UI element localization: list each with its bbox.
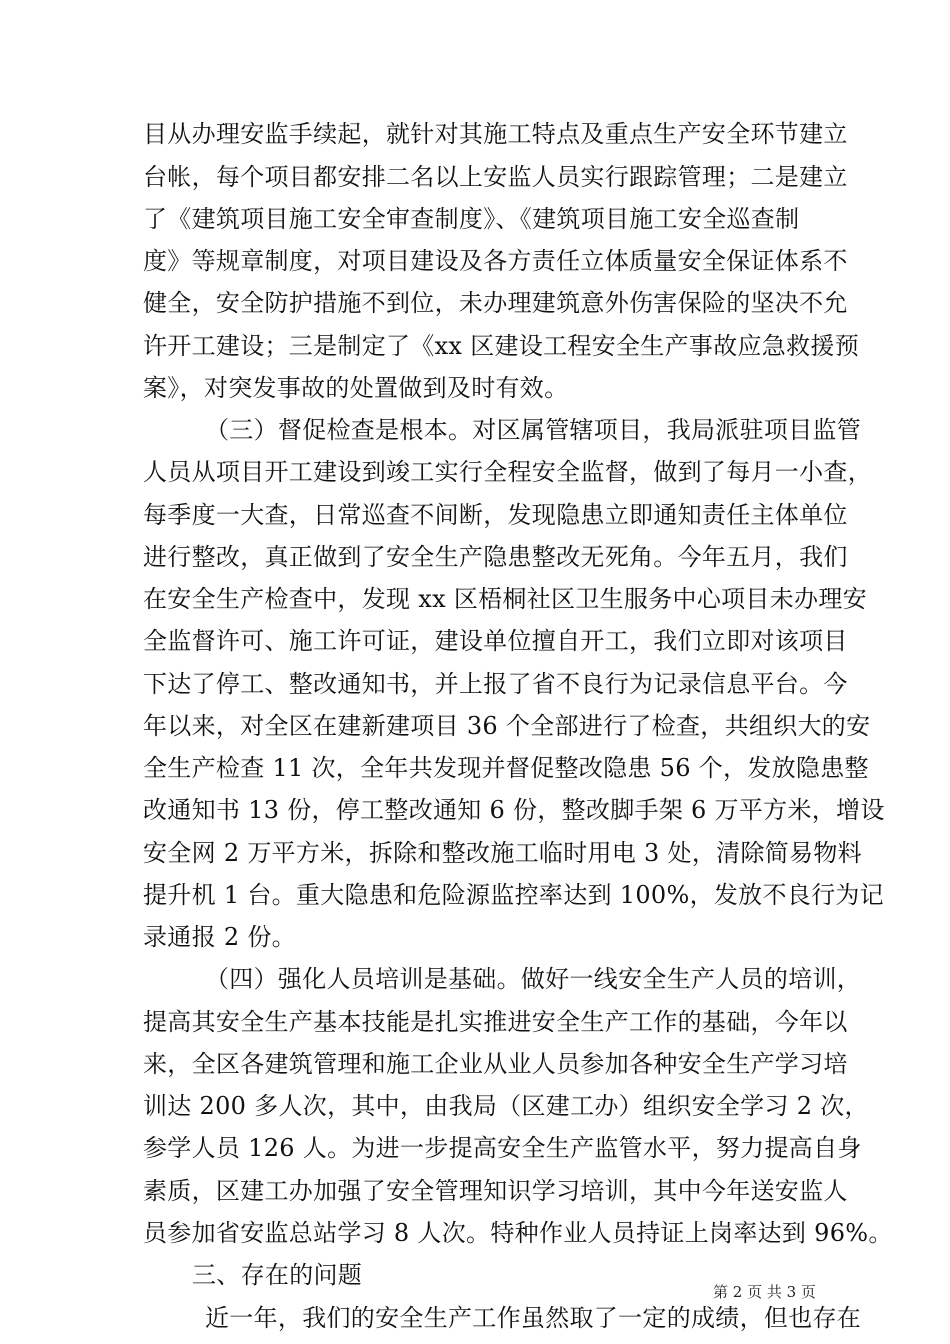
text-line: 案》，对突发事故的处置做到及时有效。: [143, 374, 569, 402]
paragraph-start-line: （四）强化人员培训是基础。做好一线安全生产人员的培训，: [205, 965, 862, 993]
text-line: 健全，安全防护措施不到位，未办理建筑意外伤害保险的坚决不允: [143, 289, 848, 317]
section-heading: 三、存在的问题: [192, 1261, 363, 1289]
text-line: 年以来，对全区在建新建项目 36 个全部进行了检查，共组织大的安: [143, 712, 871, 740]
text-line: 来，全区各建筑管理和施工企业从业人员参加各种安全生产学习培: [143, 1050, 848, 1078]
text-line: 目从办理安监手续起，就针对其施工特点及重点生产安全环节建立: [143, 120, 848, 148]
text-line: 训达 200 多人次，其中，由我局（区建工办）组织安全学习 2 次，: [143, 1092, 869, 1120]
text-line: 进行整改，真正做到了安全生产隐患整改无死角。今年五月，我们: [143, 543, 848, 571]
text-line: 台帐，每个项目都安排二名以上安监人员实行跟踪管理；二是建立: [143, 163, 848, 191]
text-line: 全监督许可、施工许可证，建设单位擅自开工，我们立即对该项目: [143, 627, 848, 655]
text-line: 员参加省安监总站学习 8 人次。特种作业人员持证上岗率达到 96%。: [143, 1219, 893, 1247]
text-line: 在安全生产检查中，发现 xx 区梧桐社区卫生服务中心项目未办理安: [143, 585, 867, 613]
text-line: 参学人员 126 人。为进一步提高安全生产监管水平，努力提高自身: [143, 1134, 862, 1162]
text-line: 每季度一大查，日常巡查不间断，发现隐患立即通知责任主体单位: [143, 501, 848, 529]
paragraph-start-line: 近一年，我们的安全生产工作虽然取了一定的成绩，但也存在: [205, 1304, 862, 1332]
text-line: 提高其安全生产基本技能是扎实推进安全生产工作的基础，今年以: [143, 1008, 848, 1036]
text-line: 了《建筑项目施工安全审查制度》、《建筑项目施工安全巡查制: [143, 205, 800, 233]
text-line: 安全网 2 万平方米，拆除和整改施工临时用电 3 处，清除简易物料: [143, 839, 862, 867]
text-line: 提升机 1 台。重大隐患和危险源监控率达到 100%，发放不良行为记: [143, 881, 884, 909]
paragraph-start-line: （三）督促检查是根本。对区属管辖项目，我局派驻项目监管: [205, 416, 862, 444]
text-line: 改通知书 13 份，停工整改通知 6 份，整改脚手架 6 万平方米，增设: [143, 796, 885, 824]
text-line: 许开工建设；三是制定了《xx 区建设工程安全生产事故应急救援预: [143, 332, 859, 360]
text-line: 下达了停工、整改通知书，并上报了省不良行为记录信息平台。今: [143, 670, 848, 698]
text-line: 全生产检查 11 次，全年共发现并督促整改隐患 56 个，发放隐患整: [143, 754, 869, 782]
text-line: 人员从项目开工建设到竣工实行全程安全监督，做到了每月一小查，: [143, 458, 872, 486]
text-line: 度》等规章制度，对项目建设及各方责任立体质量安全保证体系不: [143, 247, 848, 275]
text-line: 素质，区建工办加强了安全管理知识学习培训，其中今年送安监人: [143, 1177, 848, 1205]
text-line: 录通报 2 份。: [143, 923, 296, 951]
page-number-footer: 第 2 页 共 3 页: [713, 1283, 816, 1301]
